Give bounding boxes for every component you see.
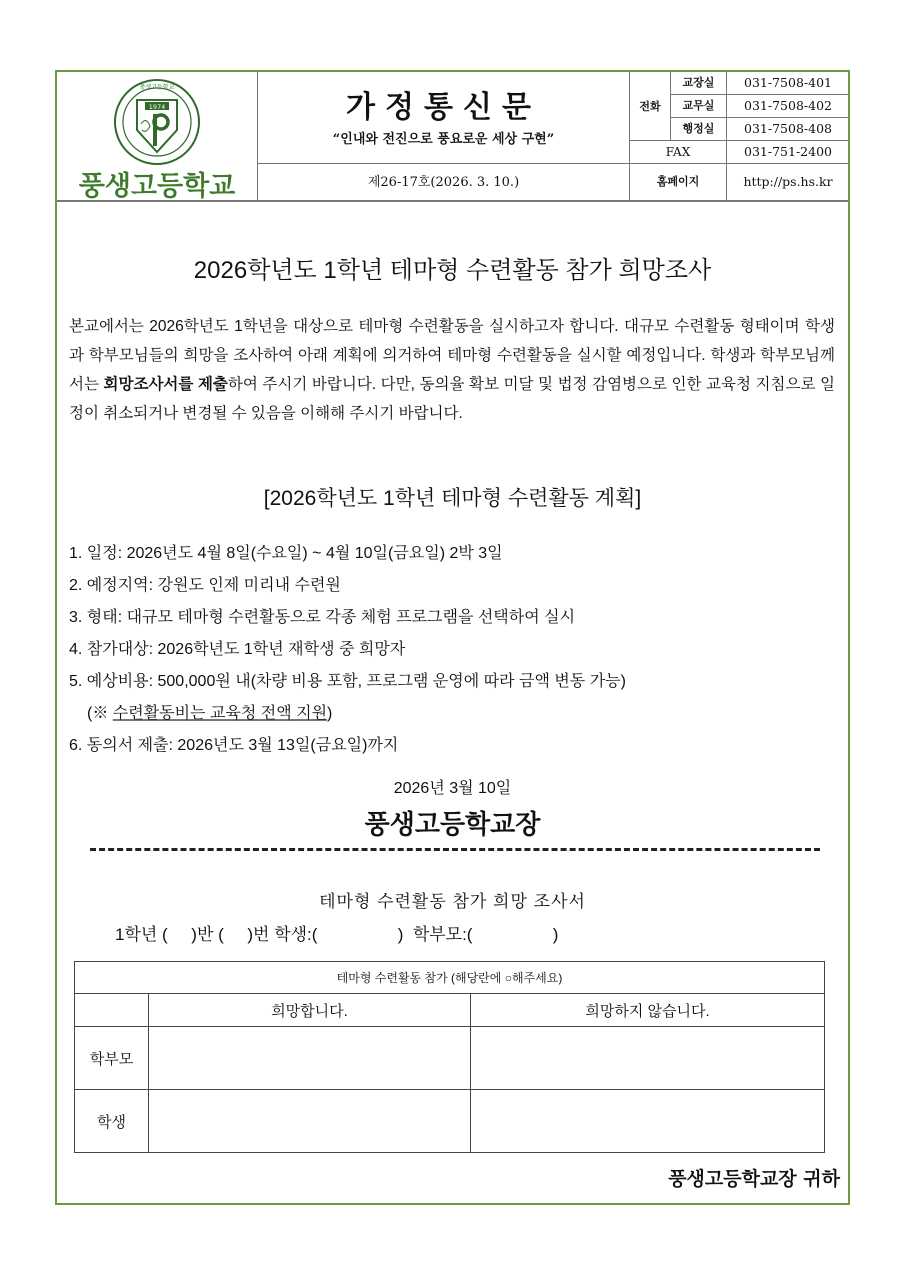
phone-number[interactable]: 031-7508-401	[726, 72, 849, 94]
fax-number: 031-751-2400	[726, 141, 849, 163]
note-prefix: (※	[87, 705, 113, 722]
plan-title: [2026학년도 1학년 테마형 수련활동 계획]	[263, 487, 642, 510]
table-row	[75, 1027, 825, 1090]
homepage-link[interactable]: http://ps.hs.kr	[726, 164, 849, 200]
homepage-label: 홈페이지	[656, 175, 700, 188]
note-suffix: )	[327, 705, 333, 722]
student-no-cell[interactable]	[471, 1090, 825, 1153]
phone-row	[630, 95, 848, 117]
column-header-no: 희망하지 않습니다.	[471, 994, 825, 1027]
student-info-line[interactable]: 1학년 ( )반 ( )번 학생:( ) 학부모:( )	[115, 925, 559, 944]
phone-row	[630, 72, 848, 94]
intro-emphasis: 회망조사서를 제출	[103, 376, 228, 393]
title-cell	[258, 72, 630, 200]
phone-row-label: 교장실	[682, 76, 715, 89]
principal-signature: 풍생고등학교장	[364, 810, 541, 840]
homepage-row	[630, 164, 848, 200]
plan-list	[69, 538, 839, 762]
phone-row-label: 행정실	[682, 122, 715, 135]
plan-item-participants: 4. 참가대상: 2026학년도 1학년 재학생 중 희망자	[69, 641, 406, 658]
row-label-student: 학생	[75, 1090, 149, 1153]
intro-text: 하여 주시기 바랍니다. 다만, 동의율 확보 미달 및 법정 감염병으로 인한 교육청 지침으로 일정이 취소되거나 변경될 수 있음을 이해해 주시기 바랍니다.	[69, 376, 835, 422]
logo-cell	[57, 72, 258, 200]
addressee: 풍생고등학교장 귀하	[668, 1168, 840, 1190]
contact-table	[630, 72, 848, 200]
parent-no-cell[interactable]	[471, 1027, 825, 1090]
row-label-parent: 학부모	[75, 1027, 149, 1090]
document-frame	[55, 70, 850, 1205]
plan-item-location: 2. 예정지역: 강원도 인제 미리내 수련원	[69, 577, 341, 594]
form-title: 테마형 수련활동 참가 희망 조사서	[319, 892, 586, 911]
school-emblem-icon	[113, 78, 201, 166]
svg-text:1974: 1974	[148, 103, 166, 111]
phone-number[interactable]: 031-7508-408	[726, 118, 849, 140]
newsletter-title: 가정통신문	[346, 90, 541, 125]
parent-yes-cell[interactable]	[149, 1027, 471, 1090]
issue-date: 2026년 3월 10일	[393, 780, 512, 797]
plan-item-format: 3. 형태: 대규모 테마형 수련활동으로 각종 체험 프로그램을 선택하여 실시	[69, 609, 576, 626]
fax-label: FAX	[665, 145, 691, 159]
table-caption: 테마형 수련활동 참가 (해당란에 ○해주세요)	[75, 962, 825, 994]
column-header-empty	[75, 994, 149, 1027]
table-row	[75, 1090, 825, 1153]
document-title: 2026학년도 1학년 테마형 수련활동 참가 희망조사	[193, 257, 712, 284]
issue-number: 제26-17호(2026. 3. 10.)	[258, 163, 629, 201]
school-motto: “인내와 전진으로 풍요로운 세상 구현”	[332, 132, 555, 147]
plan-item-deadline: 6. 동의서 제출: 2026년도 3월 13일(금요일)까지	[69, 737, 399, 754]
participation-table	[74, 961, 825, 1153]
svg-text:풍생고등학교: 풍생고등학교	[139, 84, 175, 91]
fax-row	[630, 141, 848, 163]
plan-item-schedule: 1. 일정: 2026년도 4월 8일(수요일) ~ 4월 10일(금요일) 2박 3일	[69, 545, 503, 562]
cut-line	[90, 848, 820, 851]
school-name: 풍생고등학교	[78, 171, 236, 202]
letterhead	[57, 72, 848, 202]
note-underlined: 수련활동비는 교육청 전액 지원	[112, 705, 328, 722]
column-header-yes: 희망합니다.	[149, 994, 471, 1027]
plan-item-cost: 5. 예상비용: 500,000원 내(차량 비용 포함, 프로그램 운영에 따라 금액 변동 가능)	[69, 673, 626, 690]
phone-row-label: 교무실	[682, 99, 715, 112]
phone-label: 전화	[630, 72, 671, 140]
phone-row	[630, 118, 848, 140]
intro-paragraph	[69, 312, 835, 428]
intro-text: 본교에서는 2026학년도 1학년을 대상으로 테마형 수련활동을 실시하고자 합니다. 대규모 수련활동 형태이며 학생과 학부모님들의 희망을 조사하여 아래 계획에 의거하여 테마형 수련활동을 실시할 예정입니다. 학생과 학부모님께서는	[69, 318, 835, 393]
student-yes-cell[interactable]	[149, 1090, 471, 1153]
cost-note	[69, 698, 839, 730]
phone-number[interactable]: 031-7508-402	[726, 95, 849, 117]
